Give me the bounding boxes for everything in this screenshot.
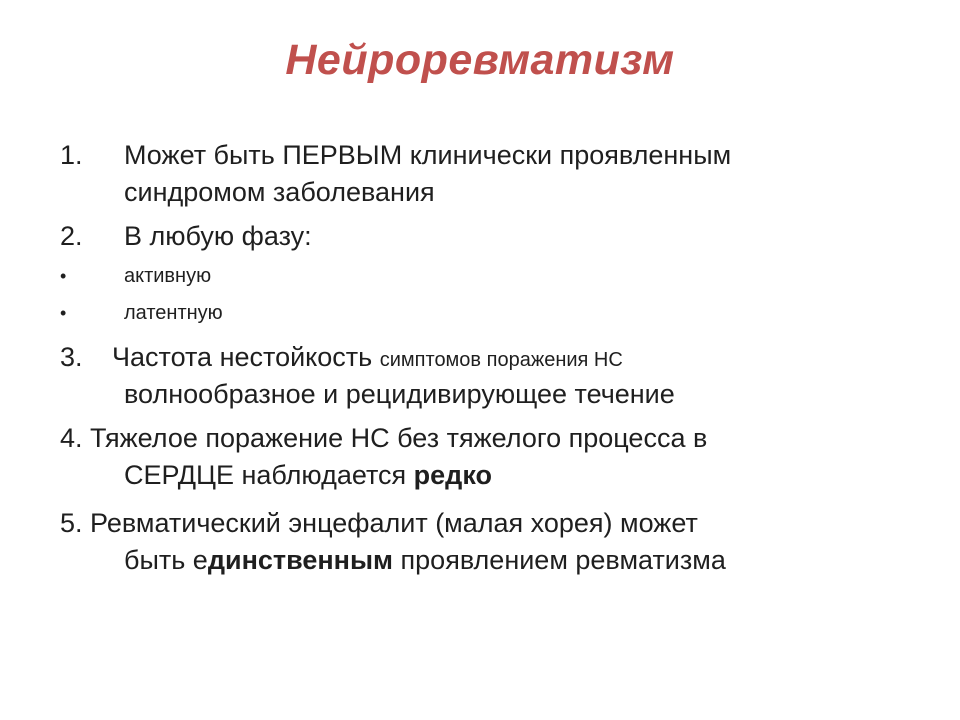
item-text-line1: В любую фазу: bbox=[124, 221, 312, 251]
item-text-main: Частота нестойкость bbox=[112, 342, 373, 372]
item-text-bold: динственным bbox=[207, 545, 394, 575]
item-text-small: симптомов поражения НС bbox=[379, 349, 623, 371]
item-number: 3. bbox=[60, 342, 83, 372]
item-text-line1: 4. Тяжелое поражение НС без тяжелого процесса в bbox=[60, 423, 708, 453]
bullet-text: активную bbox=[124, 265, 212, 287]
bullet-marker: • bbox=[60, 266, 67, 286]
item-text-line2: синдромом заболевания bbox=[124, 177, 435, 207]
item-text-post: проявлением ревматизма bbox=[400, 545, 726, 575]
item-number: 1. bbox=[60, 140, 83, 170]
item-text-main: СЕРДЦЕ наблюдается bbox=[124, 460, 407, 490]
item-number: 2. bbox=[60, 221, 83, 251]
slide-title: Нейроревматизм bbox=[285, 36, 675, 84]
bullet-marker: • bbox=[60, 303, 67, 323]
item-text-line2: волнообразное и рецидивирующее течение bbox=[124, 379, 675, 409]
item-text-pre: быть е bbox=[124, 545, 208, 575]
bullet-text: латентную bbox=[124, 302, 223, 324]
item-text-line1 bbox=[112, 339, 623, 379]
item-text-line2 bbox=[124, 542, 726, 579]
item-text-bold: редко bbox=[413, 460, 492, 490]
item-text-line2 bbox=[124, 457, 492, 494]
item-text-line1: 5. Ревматический энцефалит (малая хорея) может bbox=[60, 508, 698, 538]
item-text-line1: Может быть ПЕРВЫМ клинически проявленным bbox=[124, 140, 732, 170]
